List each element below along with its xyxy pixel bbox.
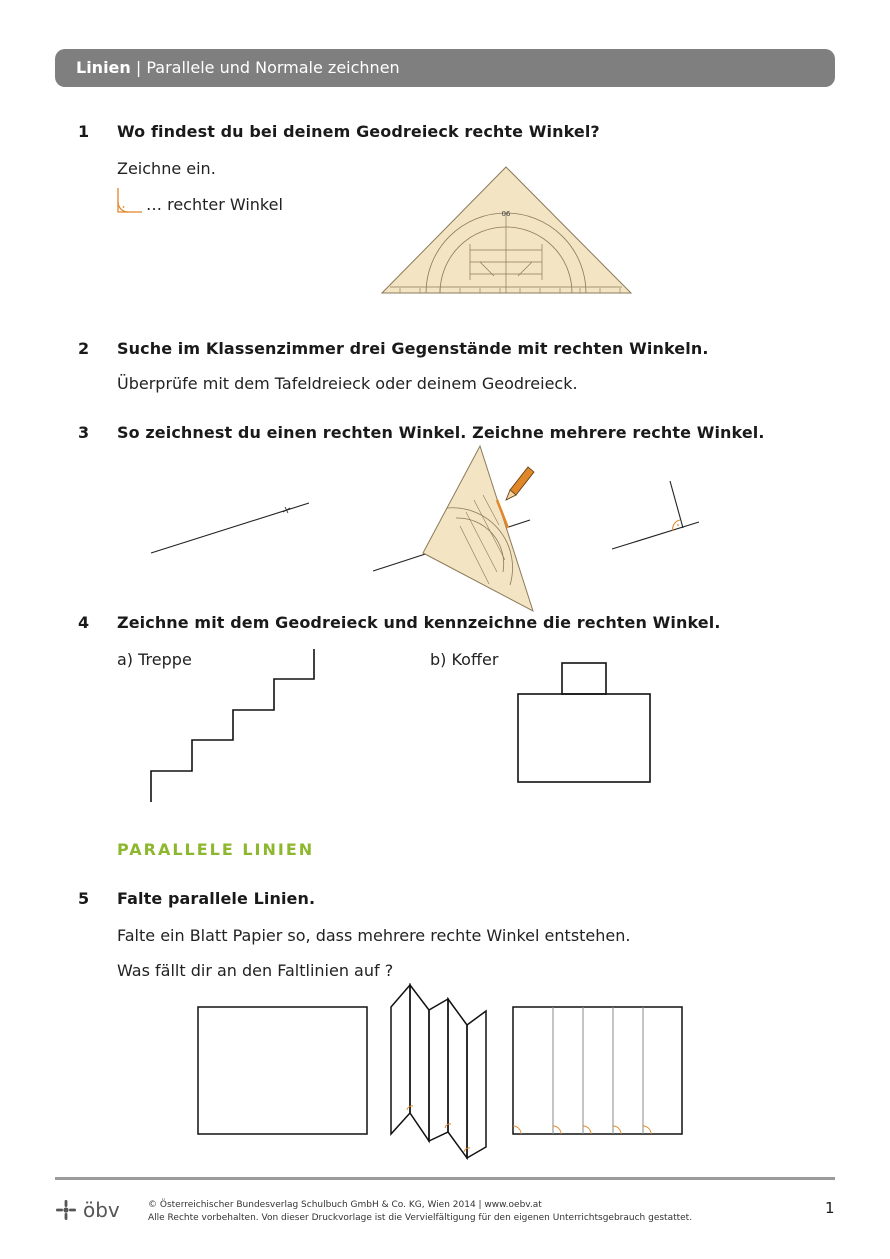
- task-2-question: Suche im Klassenzimmer drei Gegenstände mit rechten Winkeln.: [117, 339, 709, 358]
- task-1-question: Wo findest du bei deinem Geodreieck rechte Winkel?: [117, 122, 600, 141]
- footer-text: [148, 1199, 692, 1225]
- task-5-instruction: Falte ein Blatt Papier so, dass mehrere rechte Winkel entstehen.: [117, 926, 631, 945]
- task-1-instruction: Zeichne ein.: [117, 159, 216, 178]
- task-3-number: 3: [78, 423, 90, 442]
- folded-paper-figure: [391, 985, 486, 1158]
- task-3-figure-ruler: [373, 446, 534, 611]
- paper-sheet-figure: [198, 1007, 367, 1134]
- publisher-logo: [55, 1197, 120, 1223]
- task-4-part-b: b) Koffer: [430, 650, 499, 669]
- footer-rule: [55, 1177, 835, 1180]
- header-topic: Linien: [76, 58, 131, 77]
- publisher-logo-text: öbv: [83, 1198, 120, 1222]
- task-4-question: Zeichne mit dem Geodreieck und kennzeichne die rechten Winkel.: [117, 613, 721, 632]
- task-4-part-a: a) Treppe: [117, 650, 192, 669]
- staircase-figure: [151, 649, 314, 802]
- task-2-instruction: Überprüfe mit dem Tafeldreieck oder deinem Geodreieck.: [117, 374, 578, 393]
- pencil-icon: [506, 467, 534, 500]
- geodreieck-illustration: [382, 167, 631, 293]
- section-title: PARALLELE LINIEN: [117, 840, 315, 859]
- header-separator: |: [130, 58, 147, 77]
- publisher-logo-icon: [55, 1199, 77, 1221]
- task-1-number: 1: [78, 122, 90, 141]
- geodreieck-label: 06: [501, 210, 511, 218]
- task-5-number: 5: [78, 889, 90, 908]
- footer-copyright: © Österreichischer Bundesverlag Schulbuch GmbH & Co. KG, Wien 2014 | www.oebv.at: [148, 1200, 542, 1210]
- header-subtitle: Parallele und Normale zeichnen: [146, 58, 400, 77]
- footer-rights: Alle Rechte vorbehalten. Von dieser Druckvorlage ist die Vervielfältigung für den eigenen Unterrichtsgebrauch gestattet.: [148, 1213, 693, 1223]
- unfolded-paper-figure: [513, 1007, 682, 1134]
- page-number: 1: [825, 1199, 835, 1217]
- task-4-number: 4: [78, 613, 90, 632]
- task-3-question: So zeichnest du einen rechten Winkel. Zeichne mehrere rechte Winkel.: [117, 423, 765, 442]
- task-3-figure-line: [151, 503, 309, 553]
- right-angle-legend-icon: [118, 188, 142, 212]
- suitcase-figure: [518, 663, 650, 782]
- task-1-legend: … rechter Winkel: [146, 195, 283, 214]
- task-2-number: 2: [78, 339, 90, 358]
- task-3-figure-right-angle: [612, 481, 699, 549]
- task-5-question: Falte parallele Linien.: [117, 889, 316, 908]
- task-5-instruction-2: Was fällt dir an den Faltlinien auf ?: [117, 961, 394, 980]
